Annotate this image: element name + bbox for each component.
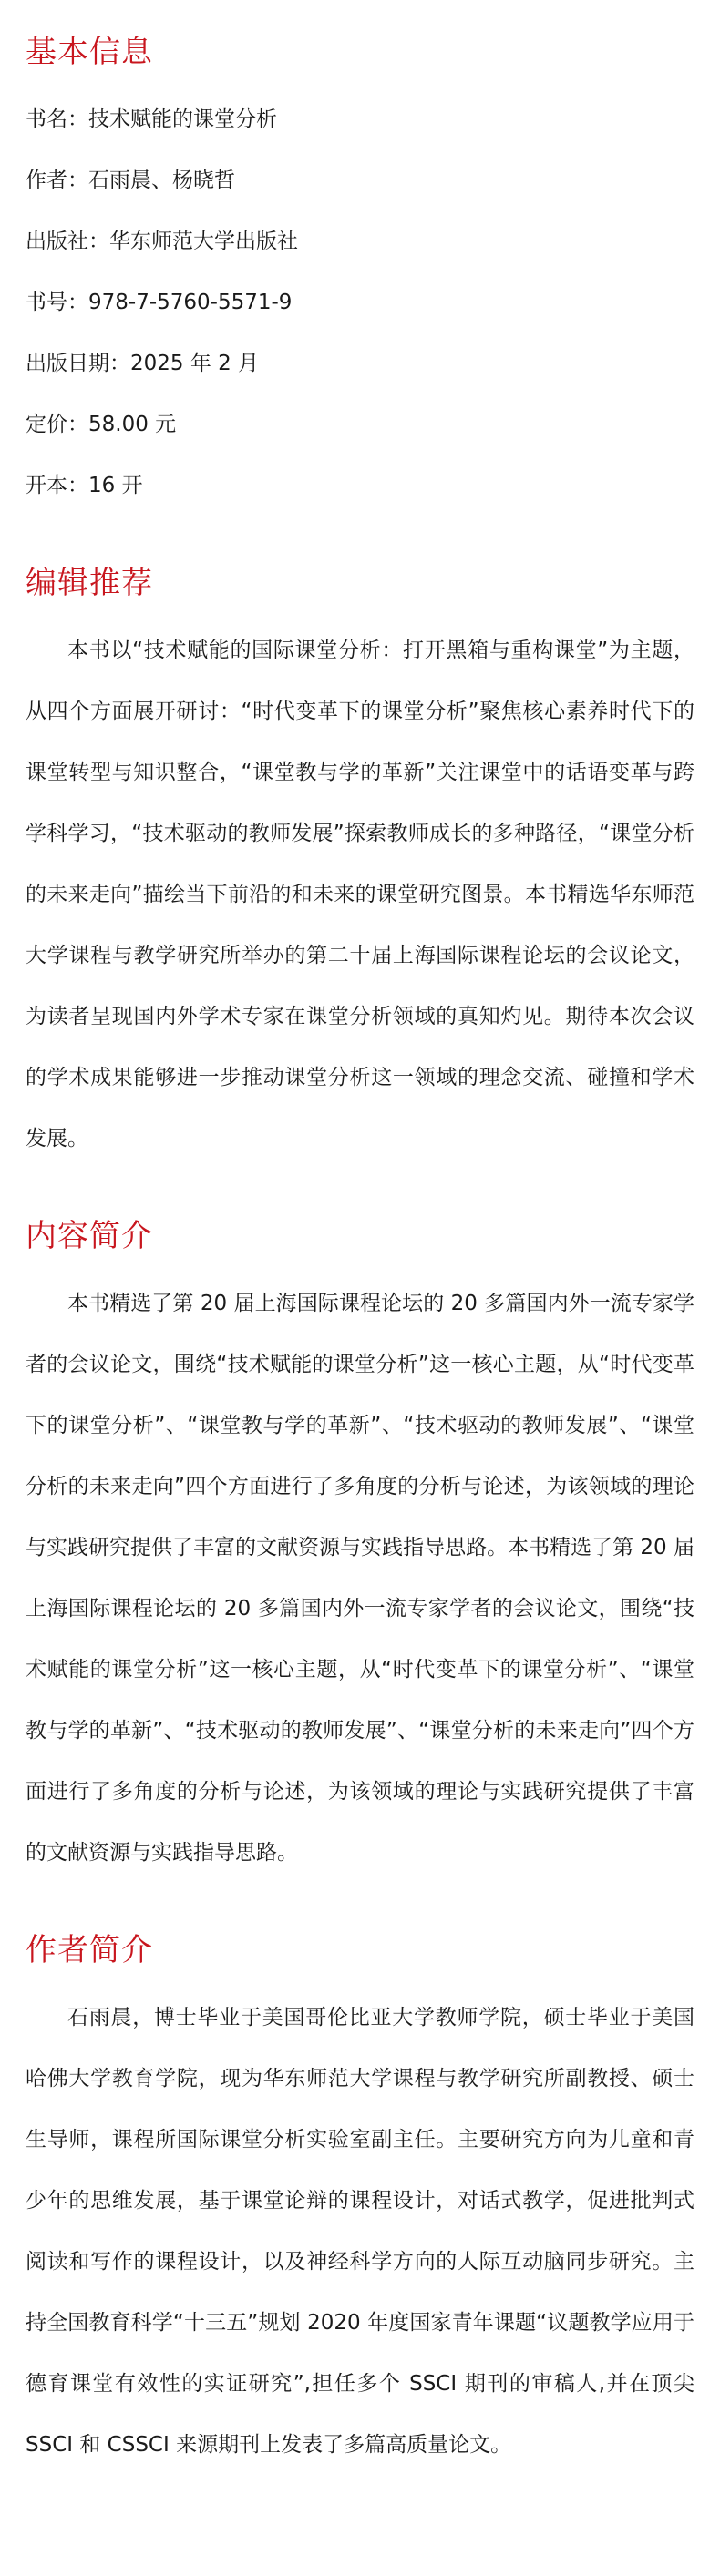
author-intro-text: 石雨晨，博士毕业于美国哥伦比亚大学教师学院，硕士毕业于美国哈佛大学教育学院，现为华东师范大学课程与教学研究所副教授、硕士生导师，课程所国际课堂分析实验室副主任。主要研究方向为儿童和青少年的思维发展，基于课堂论辩的课程设计，对话式教学，促进批判式阅读和写作的课程设计，以及神经科学方向的人际互动脑同步研究。主持全国教育科学“十三五”规划 2020 年度国家青年课题“议题教学应用于德育课堂有效性的实证研究”,担任多个 SSCI 期刊的审稿人,并在顶尖 SSCI 和 CSSCI 来源期刊上发表了多篇高质量论文。 bbox=[26, 2006, 694, 2457]
publish-date-line: 出版日期：2025 年 2 月 bbox=[26, 352, 260, 375]
author-intro-heading: 作者简介 bbox=[26, 1932, 153, 1968]
publisher-line: 出版社：华东师范大学出版社 bbox=[26, 230, 298, 253]
isbn-line: 书号：978-7-5760-5571-9 bbox=[26, 291, 293, 314]
editor-recommendation-text: 本书以“技术赋能的国际课堂分析：打开黑箱与重构课堂”为主题，从四个方面展开研讨：“时代变革下的课堂分析”聚焦核心素养时代下的课堂转型与知识整合，“课堂教与学的革新”关注课堂中的话语变革与跨学科学习，“技术驱动的教师发展”探索教师成长的多种路径，“课堂分析的未来走向”描绘当下前沿的和未来的课堂研究图景。本书精选华东师范大学课程与教学研究所举办的第二十届上海国际课程论坛的会议论文，为读者呈现国内外学术专家在课堂分析领域的真知灼见。期待本次会议的学术成果能够进一步推动课堂分析这一领域的理念交流、碰撞和学术发展。 bbox=[26, 639, 694, 1150]
author-intro-section bbox=[26, 1926, 694, 2476]
basic-info-section bbox=[26, 27, 694, 516]
price-line: 定价：58.00 元 bbox=[26, 413, 177, 436]
content-summary-section bbox=[26, 1211, 694, 1884]
book-title-line: 书名：技术赋能的课堂分析 bbox=[26, 107, 277, 131]
editor-recommendation-heading: 编辑推荐 bbox=[26, 565, 153, 601]
content-summary-text: 本书精选了第 20 届上海国际课程论坛的 20 多篇国内外一流专家学者的会议论文，围绕“技术赋能的课堂分析”这一核心主题，从“时代变革下的课堂分析”、“课堂教与学的革新”、“技术驱动的教师发展”、“课堂分析的未来走向”四个方面进行了多角度的分析与论述，为该领域的理论与实践研究提供了丰富的文献资源与实践指导思路。本书精选了第 20 届上海国际课程论坛的 20 多篇国内外一流专家学者的会议论文，围绕“技术赋能的课堂分析”这一核心主题，从“时代变革下的课堂分析”、“课堂教与学的革新”、“技术驱动的教师发展”、“课堂分析的未来走向”四个方面进行了多角度的分析与论述，为该领域的理论与实践研究提供了丰富的文献资源与实践指导思路。 bbox=[26, 1292, 694, 1865]
author-line: 作者：石雨晨、杨晓哲 bbox=[26, 169, 235, 192]
content-summary-heading: 内容简介 bbox=[26, 1218, 153, 1254]
basic-info-heading: 基本信息 bbox=[26, 34, 153, 70]
format-line: 开本：16 开 bbox=[26, 474, 143, 497]
editor-recommendation-section bbox=[26, 558, 694, 1170]
